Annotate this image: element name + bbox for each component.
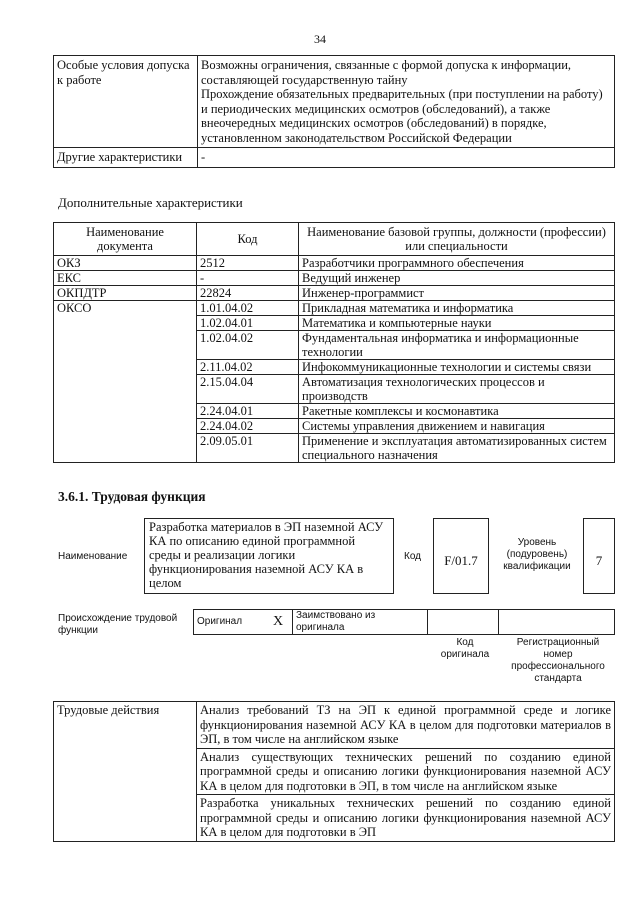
- column-header: Наименование базовой группы, должности (профессии) или специальности: [299, 223, 615, 256]
- doc-cell: ОКСО: [54, 301, 197, 463]
- name-cell: Ведущий инженер: [299, 271, 615, 286]
- origin-label: Происхождение трудовой функции: [58, 613, 178, 636]
- code-cell: -: [197, 271, 299, 286]
- additional-heading: Дополнительные характеристики: [58, 195, 243, 210]
- column-header: Наименование документа: [54, 223, 197, 256]
- page-number: 34: [314, 32, 326, 46]
- doc-cell: ОКЗ: [54, 256, 197, 271]
- code-cell: 2.24.04.01: [197, 404, 299, 419]
- action-item: Анализ требований ТЗ на ЭП к единой программной среде и логике функционирования наземной АСУ КА в целом для подготовки материалов в ЭП, в том числе на английском языке: [197, 702, 615, 749]
- code-cell: 1.01.04.02: [197, 301, 299, 316]
- condition-line: -: [201, 150, 206, 164]
- section-title: 3.6.1. Трудовая функция: [58, 489, 206, 504]
- condition-label: Другие характеристики: [54, 148, 198, 168]
- table-row: [54, 702, 615, 749]
- actions-label: Трудовые действия: [54, 702, 197, 842]
- table-row: [54, 301, 615, 316]
- name-cell: Математика и компьютерные науки: [299, 316, 615, 331]
- table-row: [54, 148, 615, 168]
- table-row: [54, 271, 615, 286]
- level-box: 7: [583, 518, 615, 594]
- code-cell: 2.11.04.02: [197, 360, 299, 375]
- name-cell: Автоматизация технологических процессов и производств: [299, 375, 615, 404]
- name-cell: Инфокоммуникационные технологии и системы связи: [299, 360, 615, 375]
- name-cell: Инженер-программист: [299, 286, 615, 301]
- table-row: [54, 56, 615, 148]
- table-row: [54, 256, 615, 271]
- doc-cell: ОКПДТР: [54, 286, 197, 301]
- action-item: Разработка уникальных технических решений по созданию единой программной среды и описанию логики функционирования наземной АСУ КА в целом для подготовки в ЭП: [197, 795, 615, 842]
- code-cell: 1.02.04.02: [197, 331, 299, 360]
- reg-number-cell: [499, 610, 615, 635]
- action-item: Анализ существующих технических решений по созданию единой программной среды и описанию логики функционирования наземной АСУ КА в целом для подготовки в ЭП, в том числе на английском языке: [197, 748, 615, 795]
- name-cell: Прикладная математика и информатика: [299, 301, 615, 316]
- table-row: [54, 286, 615, 301]
- table-row: [194, 610, 615, 635]
- doc-cell: ЕКС: [54, 271, 197, 286]
- name-cell: Системы управления движением и навигация: [299, 419, 615, 434]
- condition-label: Особые условия допуска к работе: [54, 56, 198, 148]
- name-cell: Разработчики программного обеспечения: [299, 256, 615, 271]
- condition-line: Прохождение обязательных предварительных (при поступлении на работу) и периодических медицинских осмотров (обследований), а также внеочередных медицинских осмотров (обследований) в порядке, установленном законодательством Российской Федерации: [201, 87, 603, 145]
- name-cell: Фундаментальная информатика и информационные технологии: [299, 331, 615, 360]
- code-cell: 2.15.04.04: [197, 375, 299, 404]
- name-cell: Ракетные комплексы и космонавтика: [299, 404, 615, 419]
- code-label: Код: [404, 551, 422, 562]
- code-cell: 2512: [197, 256, 299, 271]
- code-cell: 1.02.04.01: [197, 316, 299, 331]
- name-cell: Применение и эксплуатация автоматизированных систем специального назначения: [299, 434, 615, 463]
- code-cell: 2.24.04.02: [197, 419, 299, 434]
- additional-table: [53, 222, 615, 463]
- table-header-row: [54, 223, 615, 256]
- level-label: Уровень (подуровень) квалификации: [503, 537, 571, 572]
- condition-value: [198, 148, 615, 168]
- actions-table: [53, 701, 615, 842]
- condition-value: [198, 56, 615, 148]
- function-code-box: F/01.7: [433, 518, 489, 594]
- condition-line: Возможны ограничения, связанные с формой допуска к информации, составляющей государственную тайну: [201, 58, 572, 87]
- column-header: Код: [197, 223, 299, 256]
- function-name-box: Разработка материалов в ЭП наземной АСУ КА по описанию единой программной среды и реализации логики функционирования наземной АСУ КА в целом: [144, 518, 394, 594]
- original-label: Оригинал: [194, 610, 265, 635]
- original-mark: X: [264, 610, 293, 635]
- reg-number-caption: Регистрационный номер профессионального стандарта: [511, 637, 605, 684]
- code-cell: 2.09.05.01: [197, 434, 299, 463]
- conditions-table: [53, 55, 615, 168]
- name-label: Наименование: [58, 551, 128, 562]
- code-cell: 22824: [197, 286, 299, 301]
- origin-table: [193, 609, 615, 635]
- orig-code-caption: Код оригинала: [440, 637, 490, 660]
- borrowed-label: Заимствовано из оригинала: [293, 610, 428, 635]
- orig-code-cell: [428, 610, 499, 635]
